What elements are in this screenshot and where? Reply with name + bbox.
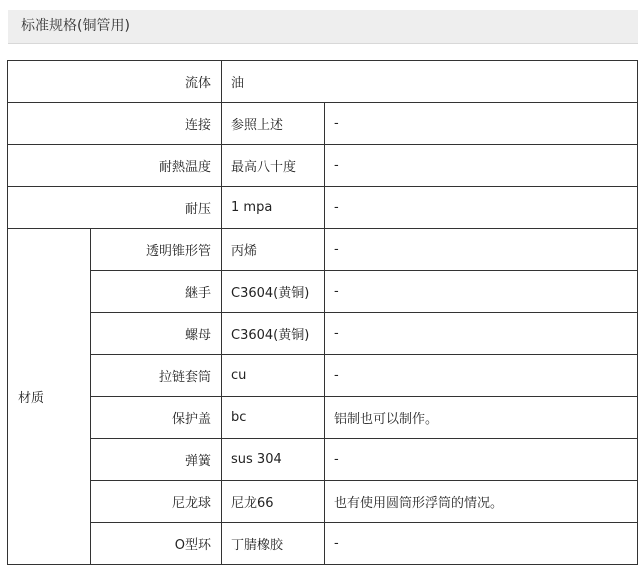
material-label: 螺母	[91, 313, 222, 355]
material-label: 継手	[91, 271, 222, 313]
row-note-connection: -	[325, 103, 638, 145]
material-label: O型环	[91, 523, 222, 565]
material-value: C3604(黄铜)	[222, 271, 325, 313]
material-note: 铝制也可以制作。	[325, 397, 638, 439]
material-note: 也有使用圆筒形浮筒的情况。	[325, 481, 638, 523]
table-row	[8, 481, 638, 523]
material-label: 透明锥形管	[91, 229, 222, 271]
table-row	[8, 187, 638, 229]
material-value: bc	[222, 397, 325, 439]
table-row	[8, 61, 638, 103]
table-row	[8, 229, 638, 271]
material-label: 尼龙球	[91, 481, 222, 523]
row-note-pressure: -	[325, 187, 638, 229]
row-value-pressure: 1 mpa	[222, 187, 325, 229]
material-value: C3604(黄铜)	[222, 313, 325, 355]
material-value: 丁腈橡胶	[222, 523, 325, 565]
material-value: 尼龙66	[222, 481, 325, 523]
material-value: sus 304	[222, 439, 325, 481]
row-value-connection: 参照上述	[222, 103, 325, 145]
row-note-heat-resistance: -	[325, 145, 638, 187]
material-group-label: 材质	[8, 229, 91, 565]
section-header	[8, 10, 638, 44]
section-title: 标准规格(铜管用)	[21, 18, 130, 34]
table-row	[8, 523, 638, 565]
table-row	[8, 313, 638, 355]
material-value: cu	[222, 355, 325, 397]
material-value: 丙烯	[222, 229, 325, 271]
table-row	[8, 439, 638, 481]
row-label-fluid: 流体	[8, 61, 222, 103]
table-row	[8, 103, 638, 145]
material-note: -	[325, 439, 638, 481]
row-label-pressure: 耐压	[8, 187, 222, 229]
row-label-connection: 连接	[8, 103, 222, 145]
material-label: 拉链套筒	[91, 355, 222, 397]
table-row	[8, 271, 638, 313]
row-value-heat-resistance: 最高八十度	[222, 145, 325, 187]
spec-table	[7, 60, 638, 565]
table-row	[8, 397, 638, 439]
row-value-fluid: 油	[222, 61, 638, 103]
table-row	[8, 355, 638, 397]
material-note: -	[325, 523, 638, 565]
material-note: -	[325, 229, 638, 271]
material-note: -	[325, 271, 638, 313]
material-label: 保护盖	[91, 397, 222, 439]
material-note: -	[325, 313, 638, 355]
table-row	[8, 145, 638, 187]
row-label-heat-resistance: 耐熱温度	[8, 145, 222, 187]
material-label: 弹簧	[91, 439, 222, 481]
material-note: -	[325, 355, 638, 397]
